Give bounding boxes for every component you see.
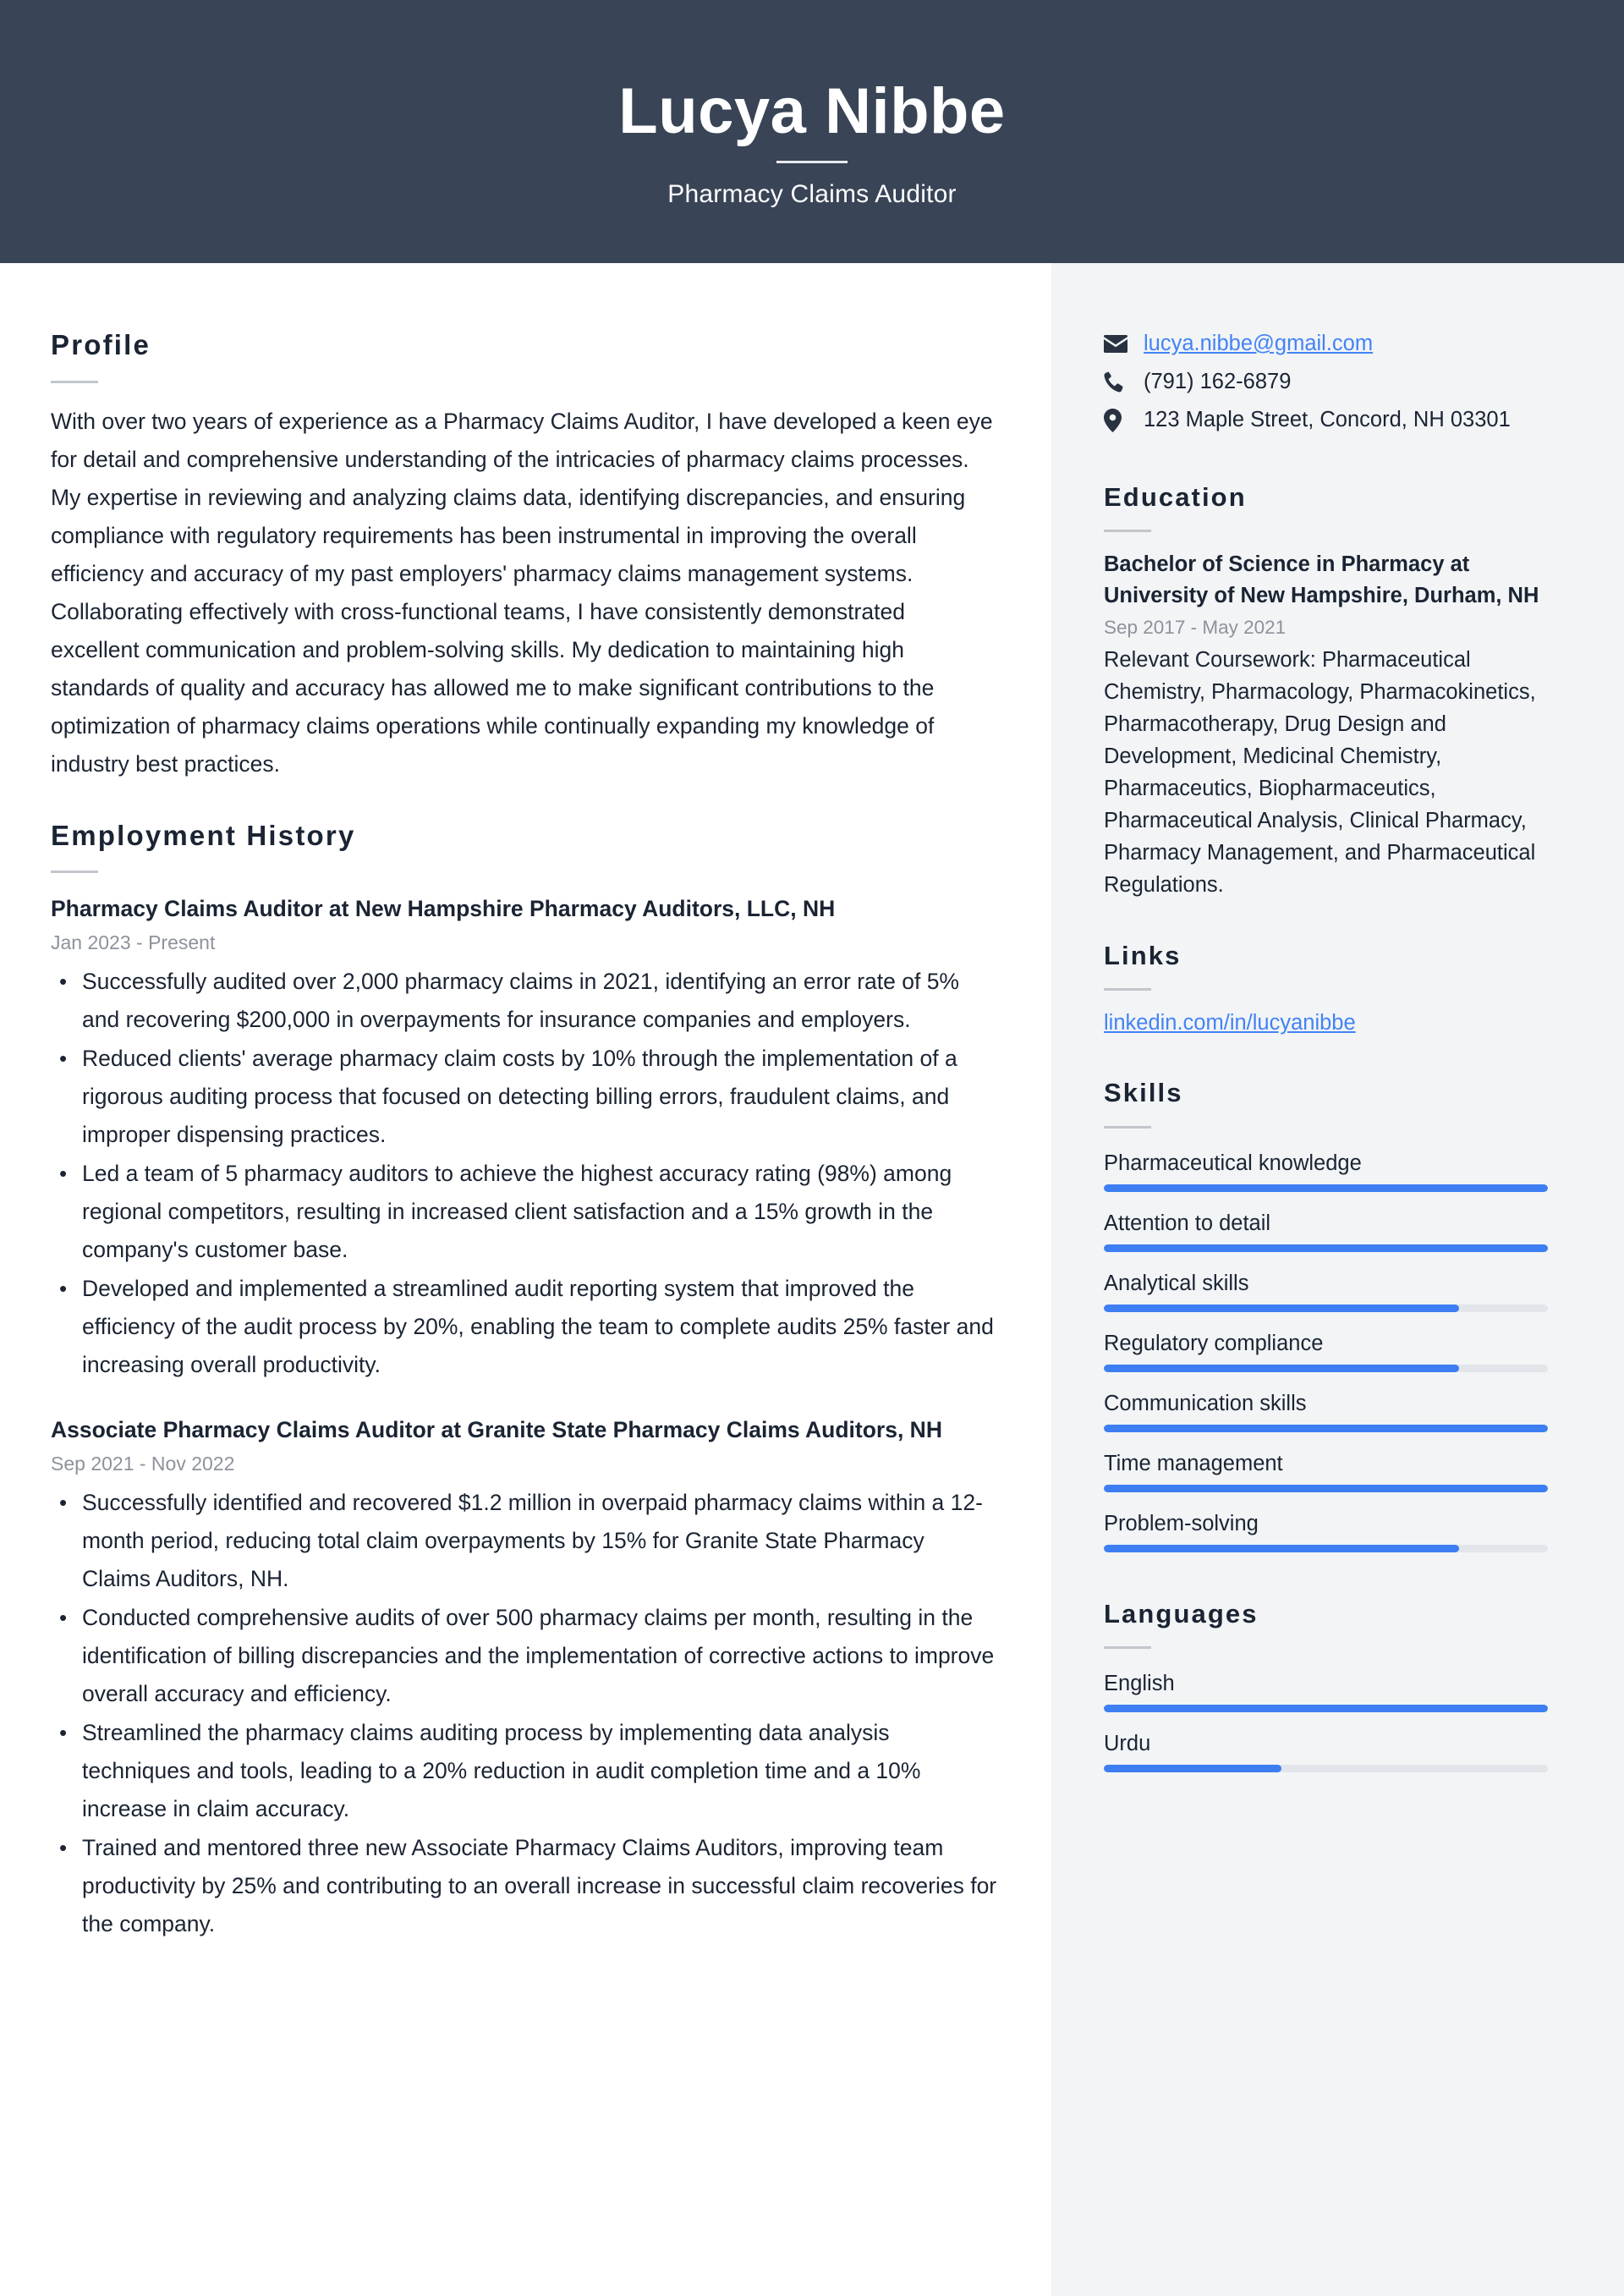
skill-bar-track bbox=[1104, 1425, 1548, 1432]
skills-heading: Skills bbox=[1104, 1078, 1183, 1108]
envelope-icon bbox=[1104, 328, 1129, 357]
skill-item bbox=[1104, 1206, 1548, 1252]
contact-phone-row bbox=[1104, 366, 1548, 397]
skills-section bbox=[1104, 1077, 1548, 1552]
skill-bar-fill bbox=[1104, 1184, 1548, 1192]
job-bullet: • Developed and implemented a streamlined audit reporting system that improved the efficiency of the audit process by 20%, enabling the team to complete audits 25% faster and increasing overall productivity. bbox=[51, 1270, 999, 1384]
job-dates: Sep 2021 - Nov 2022 bbox=[51, 1453, 235, 1475]
skill-label: Time management bbox=[1104, 1451, 1283, 1475]
skill-label: Regulatory compliance bbox=[1104, 1331, 1324, 1355]
skill-bar-fill bbox=[1104, 1485, 1548, 1492]
linkedin-link[interactable]: linkedin.com/in/lucyanibbe bbox=[1104, 1011, 1356, 1035]
languages-section bbox=[1104, 1598, 1548, 1772]
education-description: Relevant Coursework: Pharmaceutical Chemistry, Pharmacology, Pharmacokinetics, Pharmacotherapy, Drug Design and Development, Medicinal Chemistry, Pharmaceutics, Biopharmaceutics, Pharmaceutical Analysis, Clinical Pharmacy, Pharmacy Management, and Pharmaceutical Regulations. bbox=[1104, 648, 1536, 898]
languages-heading: Languages bbox=[1104, 1598, 1259, 1629]
skill-label: Communication skills bbox=[1104, 1391, 1307, 1415]
skill-bar-track bbox=[1104, 1485, 1548, 1492]
education-dates: Sep 2017 - May 2021 bbox=[1104, 617, 1287, 639]
job-bullet: • Led a team of 5 pharmacy auditors to achieve the highest accuracy rating (98%) among regional competitors, resulting in increased client satisfaction and a 15% growth in the company's customer base. bbox=[51, 1155, 999, 1269]
phone-icon bbox=[1104, 366, 1129, 395]
employment-heading-divider bbox=[51, 871, 98, 873]
skill-item bbox=[1104, 1506, 1548, 1552]
job-title: Pharmacy Claims Auditor at New Hampshire Pharmacy Auditors, LLC, NH bbox=[51, 896, 836, 922]
section-spacer bbox=[1104, 901, 1548, 940]
section-spacer bbox=[1104, 1038, 1548, 1077]
job-bullet: • Successfully audited over 2,000 pharmacy claims in 2021, identifying an error rate of 5% and recovering $200,000 in overpayments for insurance companies and employers. bbox=[51, 963, 999, 1039]
contact-address-row bbox=[1104, 404, 1548, 435]
profile-section bbox=[51, 328, 999, 783]
employment-entry bbox=[51, 1414, 999, 1943]
links-heading: Links bbox=[1104, 941, 1182, 971]
phone-text: (791) 162-6879 bbox=[1144, 370, 1292, 393]
skill-bar-track bbox=[1104, 1365, 1548, 1372]
contact-section bbox=[1104, 328, 1548, 435]
job-dates: Jan 2023 - Present bbox=[51, 931, 216, 954]
education-degree: Bachelor of Science in Pharmacy at University of New Hampshire, Durham, NH bbox=[1104, 552, 1539, 608]
address-text: 123 Maple Street, Concord, NH 03301 bbox=[1144, 408, 1511, 431]
education-section bbox=[1104, 481, 1548, 901]
skill-bar-track bbox=[1104, 1305, 1548, 1312]
employment-heading: Employment History bbox=[51, 819, 356, 851]
map-pin-icon bbox=[1104, 404, 1129, 433]
language-bar-track bbox=[1104, 1705, 1548, 1712]
skill-bar-track bbox=[1104, 1184, 1548, 1192]
skills-heading-divider bbox=[1104, 1126, 1151, 1129]
job-bullet: • Reduced clients' average pharmacy claim costs by 10% through the implementation of a rigorous auditing process that focused on detecting billing errors, fraudulent claims, and improper dispensing practices. bbox=[51, 1040, 999, 1154]
links-heading-divider bbox=[1104, 988, 1151, 991]
language-item bbox=[1104, 1726, 1548, 1772]
skill-bar-track bbox=[1104, 1244, 1548, 1252]
skill-item bbox=[1104, 1145, 1548, 1192]
skill-bar-fill bbox=[1104, 1305, 1459, 1312]
job-bullet: • Streamlined the pharmacy claims auditing process by implementing data analysis techniques and tools, leading to a 20% reduction in audit completion time and a 10% increase in claim accuracy. bbox=[51, 1714, 999, 1828]
contact-email-row[interactable] bbox=[1104, 328, 1548, 359]
language-bar-fill bbox=[1104, 1765, 1281, 1772]
section-spacer bbox=[51, 783, 999, 819]
language-bar-track bbox=[1104, 1765, 1548, 1772]
job-bullet: • Successfully identified and recovered $1.2 million in overpaid pharmacy claims within a 12-month period, reducing total claim overpayments by 15% for Granite State Pharmacy Claims Auditors, NH. bbox=[51, 1484, 999, 1598]
skill-label: Pharmaceutical knowledge bbox=[1104, 1151, 1362, 1175]
skill-item bbox=[1104, 1446, 1548, 1492]
header-divider bbox=[776, 161, 848, 163]
skill-label: Problem-solving bbox=[1104, 1511, 1259, 1535]
job-title: Associate Pharmacy Claims Auditor at Granite State Pharmacy Claims Auditors, NH bbox=[51, 1417, 942, 1443]
skill-bar-fill bbox=[1104, 1425, 1548, 1432]
employment-section bbox=[51, 819, 999, 1944]
job-bullet: • Trained and mentored three new Associate Pharmacy Claims Auditors, improving team productivity by 25% and contributing to an overall increase in successful claim recoveries for the company. bbox=[51, 1829, 999, 1943]
language-label: Urdu bbox=[1104, 1731, 1151, 1755]
skill-bar-fill bbox=[1104, 1244, 1548, 1252]
job-bullet-list bbox=[51, 1484, 999, 1943]
skill-bar-fill bbox=[1104, 1365, 1459, 1372]
profile-heading-divider bbox=[51, 381, 98, 383]
resume-header bbox=[0, 0, 1624, 263]
section-spacer bbox=[1104, 1566, 1548, 1598]
resume-body bbox=[0, 263, 1624, 2296]
skill-item bbox=[1104, 1266, 1548, 1312]
profile-heading: Profile bbox=[51, 329, 151, 360]
links-section bbox=[1104, 940, 1548, 1038]
skill-item bbox=[1104, 1326, 1548, 1372]
education-heading: Education bbox=[1104, 482, 1247, 512]
education-heading-divider bbox=[1104, 530, 1151, 532]
language-item bbox=[1104, 1666, 1548, 1712]
language-label: English bbox=[1104, 1671, 1175, 1695]
main-column bbox=[0, 263, 1051, 2296]
skill-bar-track bbox=[1104, 1545, 1548, 1552]
employment-entry bbox=[51, 893, 999, 1384]
skill-label: Analytical skills bbox=[1104, 1271, 1249, 1295]
section-spacer bbox=[1104, 442, 1548, 481]
sidebar-column bbox=[1051, 263, 1624, 2296]
skill-bar-fill bbox=[1104, 1545, 1459, 1552]
entry-spacer bbox=[51, 1388, 999, 1414]
education-entry bbox=[1104, 549, 1548, 901]
languages-heading-divider bbox=[1104, 1646, 1151, 1649]
job-bullet: • Conducted comprehensive audits of over 500 pharmacy claims per month, resulting in the identification of billing discrepancies and the implementation of corrective actions to improve overall accuracy and efficiency. bbox=[51, 1599, 999, 1713]
language-bar-fill bbox=[1104, 1705, 1548, 1712]
email-link[interactable]: lucya.nibbe@gmail.com bbox=[1144, 332, 1374, 355]
skill-label: Attention to detail bbox=[1104, 1211, 1271, 1235]
profile-text: With over two years of experience as a Pharmacy Claims Auditor, I have developed a keen eye for detail and comprehensive understanding of the intricacies of pharmacy claims processes. My expertise in reviewing and analyzing claims data, identifying discrepancies, and ensuring compliance with regulatory requirements has been instrumental in improving the overall efficiency and accuracy of my past employers' pharmacy claims management systems. Collaborating effectively with cross-functional teams, I have consistently demonstrated excellent communication and problem-solving skills. My dedication to maintaining high standards of quality and accuracy has allowed me to make significant contributions to the optimization of pharmacy claims operations while continually expanding my knowledge of industry best practices. bbox=[51, 408, 993, 777]
job-bullet-list bbox=[51, 963, 999, 1384]
skill-item bbox=[1104, 1386, 1548, 1432]
candidate-name: Lucya Nibbe bbox=[618, 74, 1006, 147]
candidate-job-title: Pharmacy Claims Auditor bbox=[667, 180, 957, 209]
